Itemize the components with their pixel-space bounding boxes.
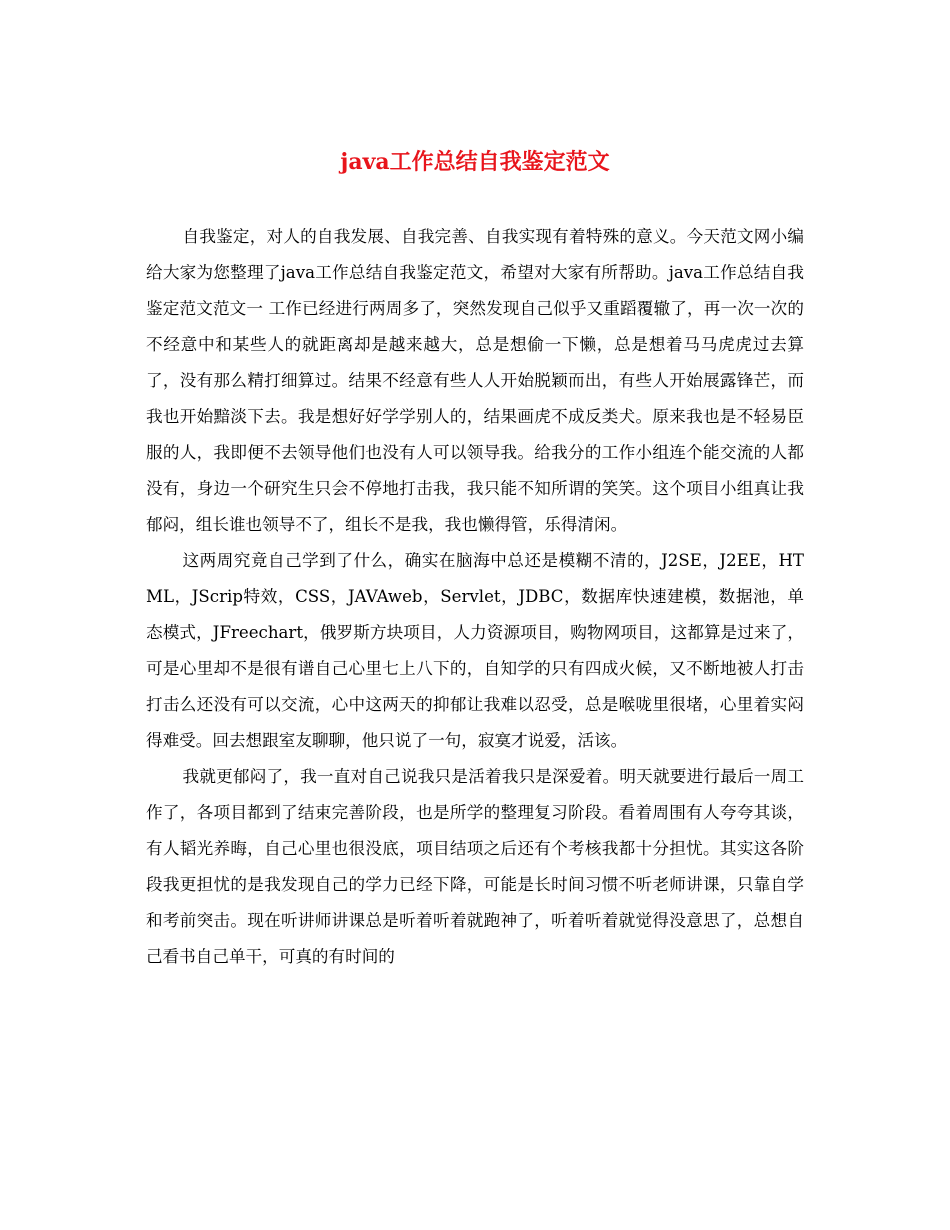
paragraph-1: 自我鉴定，对人的自我发展、自我完善、自我实现有着特殊的意义。今天范文网小编给大家为您整理了java工作总结自我鉴定范文，希望对大家有所帮助。java工作总结自我鉴定范文范文一 工作已经进行两周多了，突然发现自己似乎又重蹈覆辙了，再一次一次的不经意中和某些人的就距离却是越来越大，总是想偷一下懒，总是想着马马虎虎过去算了，没有那么精打细算过。结果不经意有些人人开始脱颖而出，有些人开始展露锋芒，而我也开始黯淡下去。我是想好好学学别人的，结果画虎不成反类犬。原来我也是不轻易臣服的人，我即便不去领导他们也没有人可以领导我。给我分的工作小组连个能交流的人都没有，身边一个研究生只会不停地打击我，我只能不知所谓的笑笑。这个项目小组真让我郁闷，组长谁也领导不了，组长不是我，我也懒得管，乐得清闲。 xyxy=(146,227,804,534)
document-body xyxy=(146,219,804,975)
page-title: java工作总结自我鉴定范文 xyxy=(340,149,610,175)
paragraph-3: 我就更郁闷了，我一直对自己说我只是活着我只是深爱着。明天就要进行最后一周工作了，各项目都到了结束完善阶段，也是所学的整理复习阶段。看着周围有人夸夸其谈，有人韬光养晦，自己心里也很没底，项目结项之后还有个考核我都十分担忧。其实这各阶段我更担忧的是我发现自己的学力已经下降，可能是长时间习惯不听老师讲课，只靠自学和考前突击。现在听讲师讲课总是听着听着就跑神了，听着听着就觉得没意思了，总想自己看书自己单干，可真的有时间的 xyxy=(146,767,804,966)
paragraph-2: 这两周究竟自己学到了什么，确实在脑海中总还是模糊不清的，J2SE，J2EE，HTML，JScrip特效，CSS，JAVAweb，Servlet，JDBC，数据库快速建模，数据池，单态模式，JFreechart，俄罗斯方块项目，人力资源项目，购物网项目，这都算是过来了，可是心里却不是很有谱自己心里七上八下的，自知学的只有四成火候，又不断地被人打击打击么还没有可以交流，心中这两天的抑郁让我难以忍受，总是喉咙里很堵，心里着实闷得难受。回去想跟室友聊聊，他只说了一句，寂寞才说爱，活该。 xyxy=(146,551,804,750)
